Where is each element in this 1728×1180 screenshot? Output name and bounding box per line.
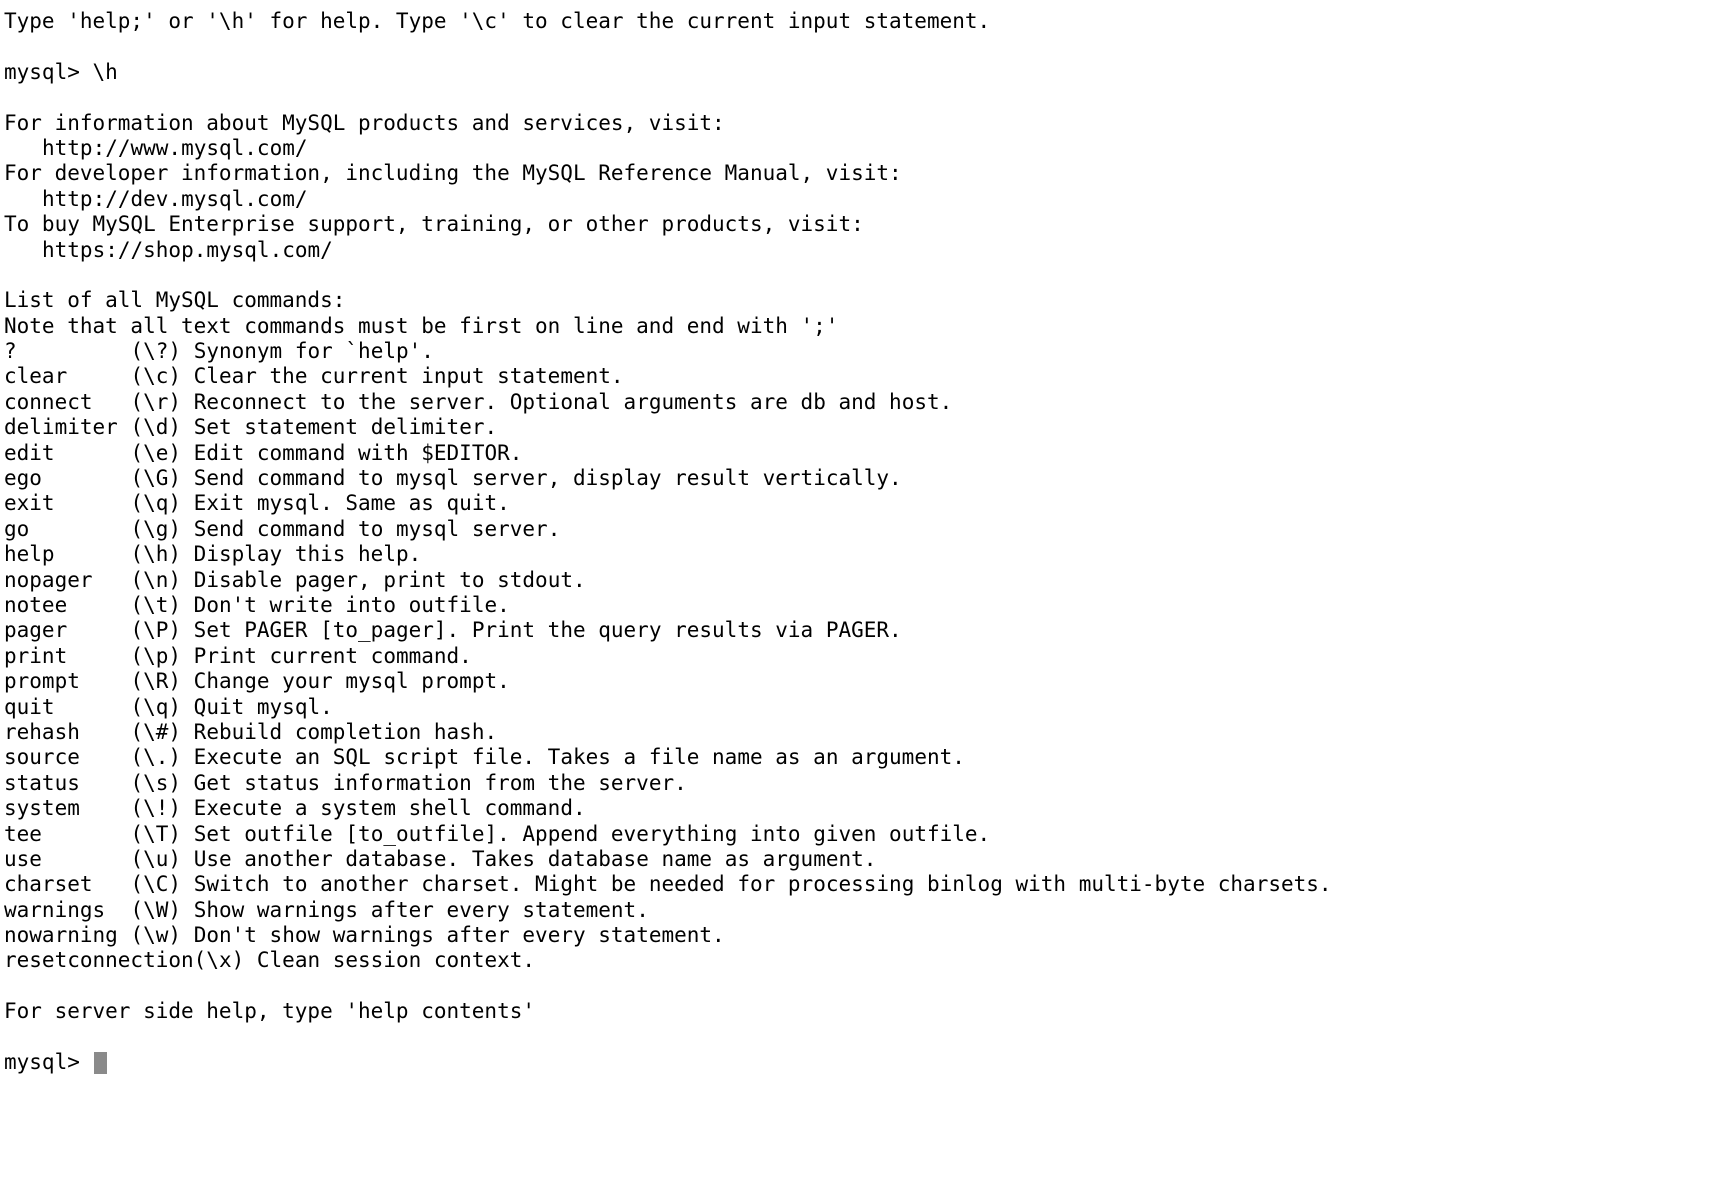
command-shortcut: (\#) bbox=[130, 719, 182, 744]
command-row bbox=[4, 390, 1728, 415]
command-name: help bbox=[4, 542, 55, 567]
command-shortcut: (\e) bbox=[130, 440, 182, 465]
command-name: exit bbox=[4, 491, 55, 516]
command-description: Execute a system shell command. bbox=[193, 796, 586, 821]
blank-line bbox=[4, 263, 1728, 288]
command-padding bbox=[80, 669, 131, 693]
command-shortcut: (\s) bbox=[130, 770, 182, 795]
command-separator bbox=[181, 720, 194, 744]
command-padding bbox=[29, 517, 130, 541]
command-row bbox=[4, 415, 1728, 440]
command-separator bbox=[244, 948, 257, 972]
command-row bbox=[4, 339, 1728, 364]
command-row bbox=[4, 822, 1728, 847]
command-padding bbox=[67, 364, 130, 388]
command-shortcut: (\c) bbox=[130, 364, 182, 389]
command-separator bbox=[181, 745, 194, 769]
command-row bbox=[4, 568, 1728, 593]
command-row bbox=[4, 669, 1728, 694]
command-description: Disable pager, print to stdout. bbox=[193, 567, 586, 592]
command-name: go bbox=[4, 516, 30, 541]
command-list bbox=[4, 339, 1728, 974]
command-description: Switch to another charset. Might be needed for processing binlog with multi-byte charsets. bbox=[193, 872, 1332, 897]
command-description: Rebuild completion hash. bbox=[193, 719, 498, 744]
command-padding bbox=[67, 593, 130, 617]
command-description: Set statement delimiter. bbox=[193, 415, 498, 440]
command-padding bbox=[42, 466, 131, 490]
command-padding bbox=[80, 720, 131, 744]
command-description: Exit mysql. Same as quit. bbox=[193, 491, 510, 516]
command-separator bbox=[181, 568, 194, 592]
prompt-text: mysql> bbox=[4, 1050, 93, 1075]
command-description: Execute an SQL script file. Takes a file name as an argument. bbox=[193, 745, 965, 770]
command-separator bbox=[181, 898, 194, 922]
command-shortcut: (\h) bbox=[130, 542, 182, 567]
command-name: delimiter bbox=[4, 415, 118, 440]
command-description: Clean session context. bbox=[256, 948, 536, 973]
command-separator bbox=[181, 339, 194, 363]
command-name: pager bbox=[4, 618, 68, 643]
command-separator bbox=[181, 822, 194, 846]
command-padding bbox=[118, 415, 131, 439]
command-shortcut: (\q) bbox=[130, 694, 182, 719]
info-text: For information about MySQL products and services, visit: bbox=[4, 110, 725, 135]
info-text: For developer information, including the MySQL Reference Manual, visit: bbox=[4, 161, 902, 186]
command-shortcut: (\!) bbox=[130, 796, 182, 821]
command-separator bbox=[181, 415, 194, 439]
command-shortcut: (\r) bbox=[130, 389, 182, 414]
command-name: edit bbox=[4, 440, 55, 465]
command-shortcut: (\u) bbox=[130, 846, 182, 871]
command-padding bbox=[55, 441, 131, 465]
list-note: Note that all text commands must be first on line and end with ';' bbox=[4, 313, 839, 338]
command-description: Send command to mysql server. bbox=[193, 516, 561, 541]
command-shortcut: (\T) bbox=[130, 821, 182, 846]
command-name: charset bbox=[4, 872, 93, 897]
command-name: resetconnection bbox=[4, 948, 194, 973]
info-text: To buy MySQL Enterprise support, training, or other products, visit: bbox=[4, 212, 864, 237]
command-separator bbox=[181, 796, 194, 820]
command-shortcut: (\R) bbox=[130, 669, 182, 694]
command-description: Set outfile [to_outfile]. Append everything into given outfile. bbox=[193, 821, 991, 846]
command-shortcut: (\x) bbox=[193, 948, 245, 973]
command-shortcut: (\n) bbox=[130, 567, 182, 592]
command-row bbox=[4, 644, 1728, 669]
command-description: Don't write into outfile. bbox=[193, 592, 510, 617]
command-shortcut: (\P) bbox=[130, 618, 182, 643]
command-name: nowarning bbox=[4, 923, 118, 948]
command-description: Print current command. bbox=[193, 643, 472, 668]
info-url[interactable]: http://www.mysql.com/ bbox=[42, 135, 308, 160]
text-cursor bbox=[94, 1052, 107, 1074]
command-description: Clear the current input statement. bbox=[193, 364, 624, 389]
command-name: tee bbox=[4, 821, 42, 846]
command-shortcut: (\.) bbox=[130, 745, 182, 770]
command-shortcut: (\t) bbox=[130, 592, 182, 617]
command-name: prompt bbox=[4, 669, 80, 694]
command-row bbox=[4, 695, 1728, 720]
command-name: quit bbox=[4, 694, 55, 719]
command-separator bbox=[181, 542, 194, 566]
command-row bbox=[4, 441, 1728, 466]
info-url[interactable]: https://shop.mysql.com/ bbox=[42, 237, 333, 262]
command-description: Reconnect to the server. Optional arguments are db and host. bbox=[193, 389, 953, 414]
command-padding bbox=[17, 339, 131, 363]
command-row bbox=[4, 364, 1728, 389]
command-padding bbox=[118, 923, 131, 947]
command-description: Get status information from the server. bbox=[193, 770, 687, 795]
command-padding bbox=[105, 898, 130, 922]
command-name: connect bbox=[4, 389, 93, 414]
command-row bbox=[4, 872, 1728, 897]
command-shortcut: (\q) bbox=[130, 491, 182, 516]
command-row bbox=[4, 542, 1728, 567]
command-shortcut: (\W) bbox=[130, 897, 182, 922]
command-row bbox=[4, 745, 1728, 770]
command-separator bbox=[181, 441, 194, 465]
command-shortcut: (\g) bbox=[130, 516, 182, 541]
command-description: Set PAGER [to_pager]. Print the query results via PAGER. bbox=[193, 618, 902, 643]
command-separator bbox=[181, 923, 194, 947]
command-description: Use another database. Takes database name as argument. bbox=[193, 846, 877, 871]
command-row bbox=[4, 796, 1728, 821]
blank-line bbox=[4, 34, 1728, 59]
command-separator bbox=[181, 517, 194, 541]
command-name: nopager bbox=[4, 567, 93, 592]
command-name: use bbox=[4, 846, 42, 871]
command-name: rehash bbox=[4, 719, 80, 744]
command-row bbox=[4, 517, 1728, 542]
command-padding bbox=[93, 390, 131, 414]
command-row bbox=[4, 720, 1728, 745]
command-name: system bbox=[4, 796, 80, 821]
command-separator bbox=[181, 695, 194, 719]
list-header: List of all MySQL commands: bbox=[4, 288, 346, 313]
command-padding bbox=[55, 542, 131, 566]
first-prompt-line: mysql> \h bbox=[4, 59, 118, 84]
command-row bbox=[4, 847, 1728, 872]
blank-line bbox=[4, 1025, 1728, 1050]
command-separator bbox=[181, 771, 194, 795]
blank-line bbox=[4, 85, 1728, 110]
command-separator bbox=[181, 466, 194, 490]
command-separator bbox=[181, 491, 194, 515]
command-name: warnings bbox=[4, 897, 106, 922]
command-description: Show warnings after every statement. bbox=[193, 897, 649, 922]
command-row bbox=[4, 948, 1728, 973]
command-padding bbox=[55, 491, 131, 515]
command-padding bbox=[80, 796, 131, 820]
command-row bbox=[4, 771, 1728, 796]
command-shortcut: (\?) bbox=[130, 339, 182, 364]
command-padding bbox=[80, 745, 131, 769]
command-shortcut: (\C) bbox=[130, 872, 182, 897]
blank-line bbox=[4, 974, 1728, 999]
command-description: Change your mysql prompt. bbox=[193, 669, 510, 694]
command-name: ? bbox=[4, 339, 17, 364]
command-padding bbox=[93, 568, 131, 592]
command-name: source bbox=[4, 745, 80, 770]
command-description: Edit command with $EDITOR. bbox=[193, 440, 523, 465]
command-separator bbox=[181, 669, 194, 693]
command-description: Display this help. bbox=[193, 542, 422, 567]
command-description: Quit mysql. bbox=[193, 694, 333, 719]
command-row bbox=[4, 593, 1728, 618]
command-name: status bbox=[4, 770, 80, 795]
command-shortcut: (\d) bbox=[130, 415, 182, 440]
command-padding bbox=[42, 847, 131, 871]
command-separator bbox=[181, 390, 194, 414]
command-description: Don't show warnings after every statement. bbox=[193, 923, 725, 948]
command-name: notee bbox=[4, 592, 68, 617]
command-description: Send command to mysql server, display result vertically. bbox=[193, 466, 902, 491]
command-padding bbox=[67, 618, 130, 642]
command-name: print bbox=[4, 643, 68, 668]
command-row bbox=[4, 923, 1728, 948]
command-row bbox=[4, 491, 1728, 516]
command-padding bbox=[42, 822, 131, 846]
command-padding bbox=[67, 644, 130, 668]
input-prompt-line[interactable] bbox=[4, 1050, 1728, 1075]
command-row bbox=[4, 898, 1728, 923]
info-url[interactable]: http://dev.mysql.com/ bbox=[42, 186, 308, 211]
command-padding bbox=[55, 695, 131, 719]
command-padding bbox=[93, 872, 131, 896]
command-separator bbox=[181, 644, 194, 668]
command-separator bbox=[181, 364, 194, 388]
command-separator bbox=[181, 872, 194, 896]
command-name: ego bbox=[4, 466, 42, 491]
command-padding bbox=[80, 771, 131, 795]
server-help-line: For server side help, type 'help contents' bbox=[4, 999, 536, 1024]
command-name: clear bbox=[4, 364, 68, 389]
command-shortcut: (\p) bbox=[130, 643, 182, 668]
command-description: Synonym for `help'. bbox=[193, 339, 434, 364]
command-row bbox=[4, 618, 1728, 643]
command-separator bbox=[181, 618, 194, 642]
intro-line: Type 'help;' or '\h' for help. Type '\c' to clear the current input statement. bbox=[4, 9, 991, 33]
command-row bbox=[4, 466, 1728, 491]
command-separator bbox=[181, 847, 194, 871]
command-shortcut: (\w) bbox=[130, 923, 182, 948]
command-separator bbox=[181, 593, 194, 617]
command-shortcut: (\G) bbox=[130, 466, 182, 491]
